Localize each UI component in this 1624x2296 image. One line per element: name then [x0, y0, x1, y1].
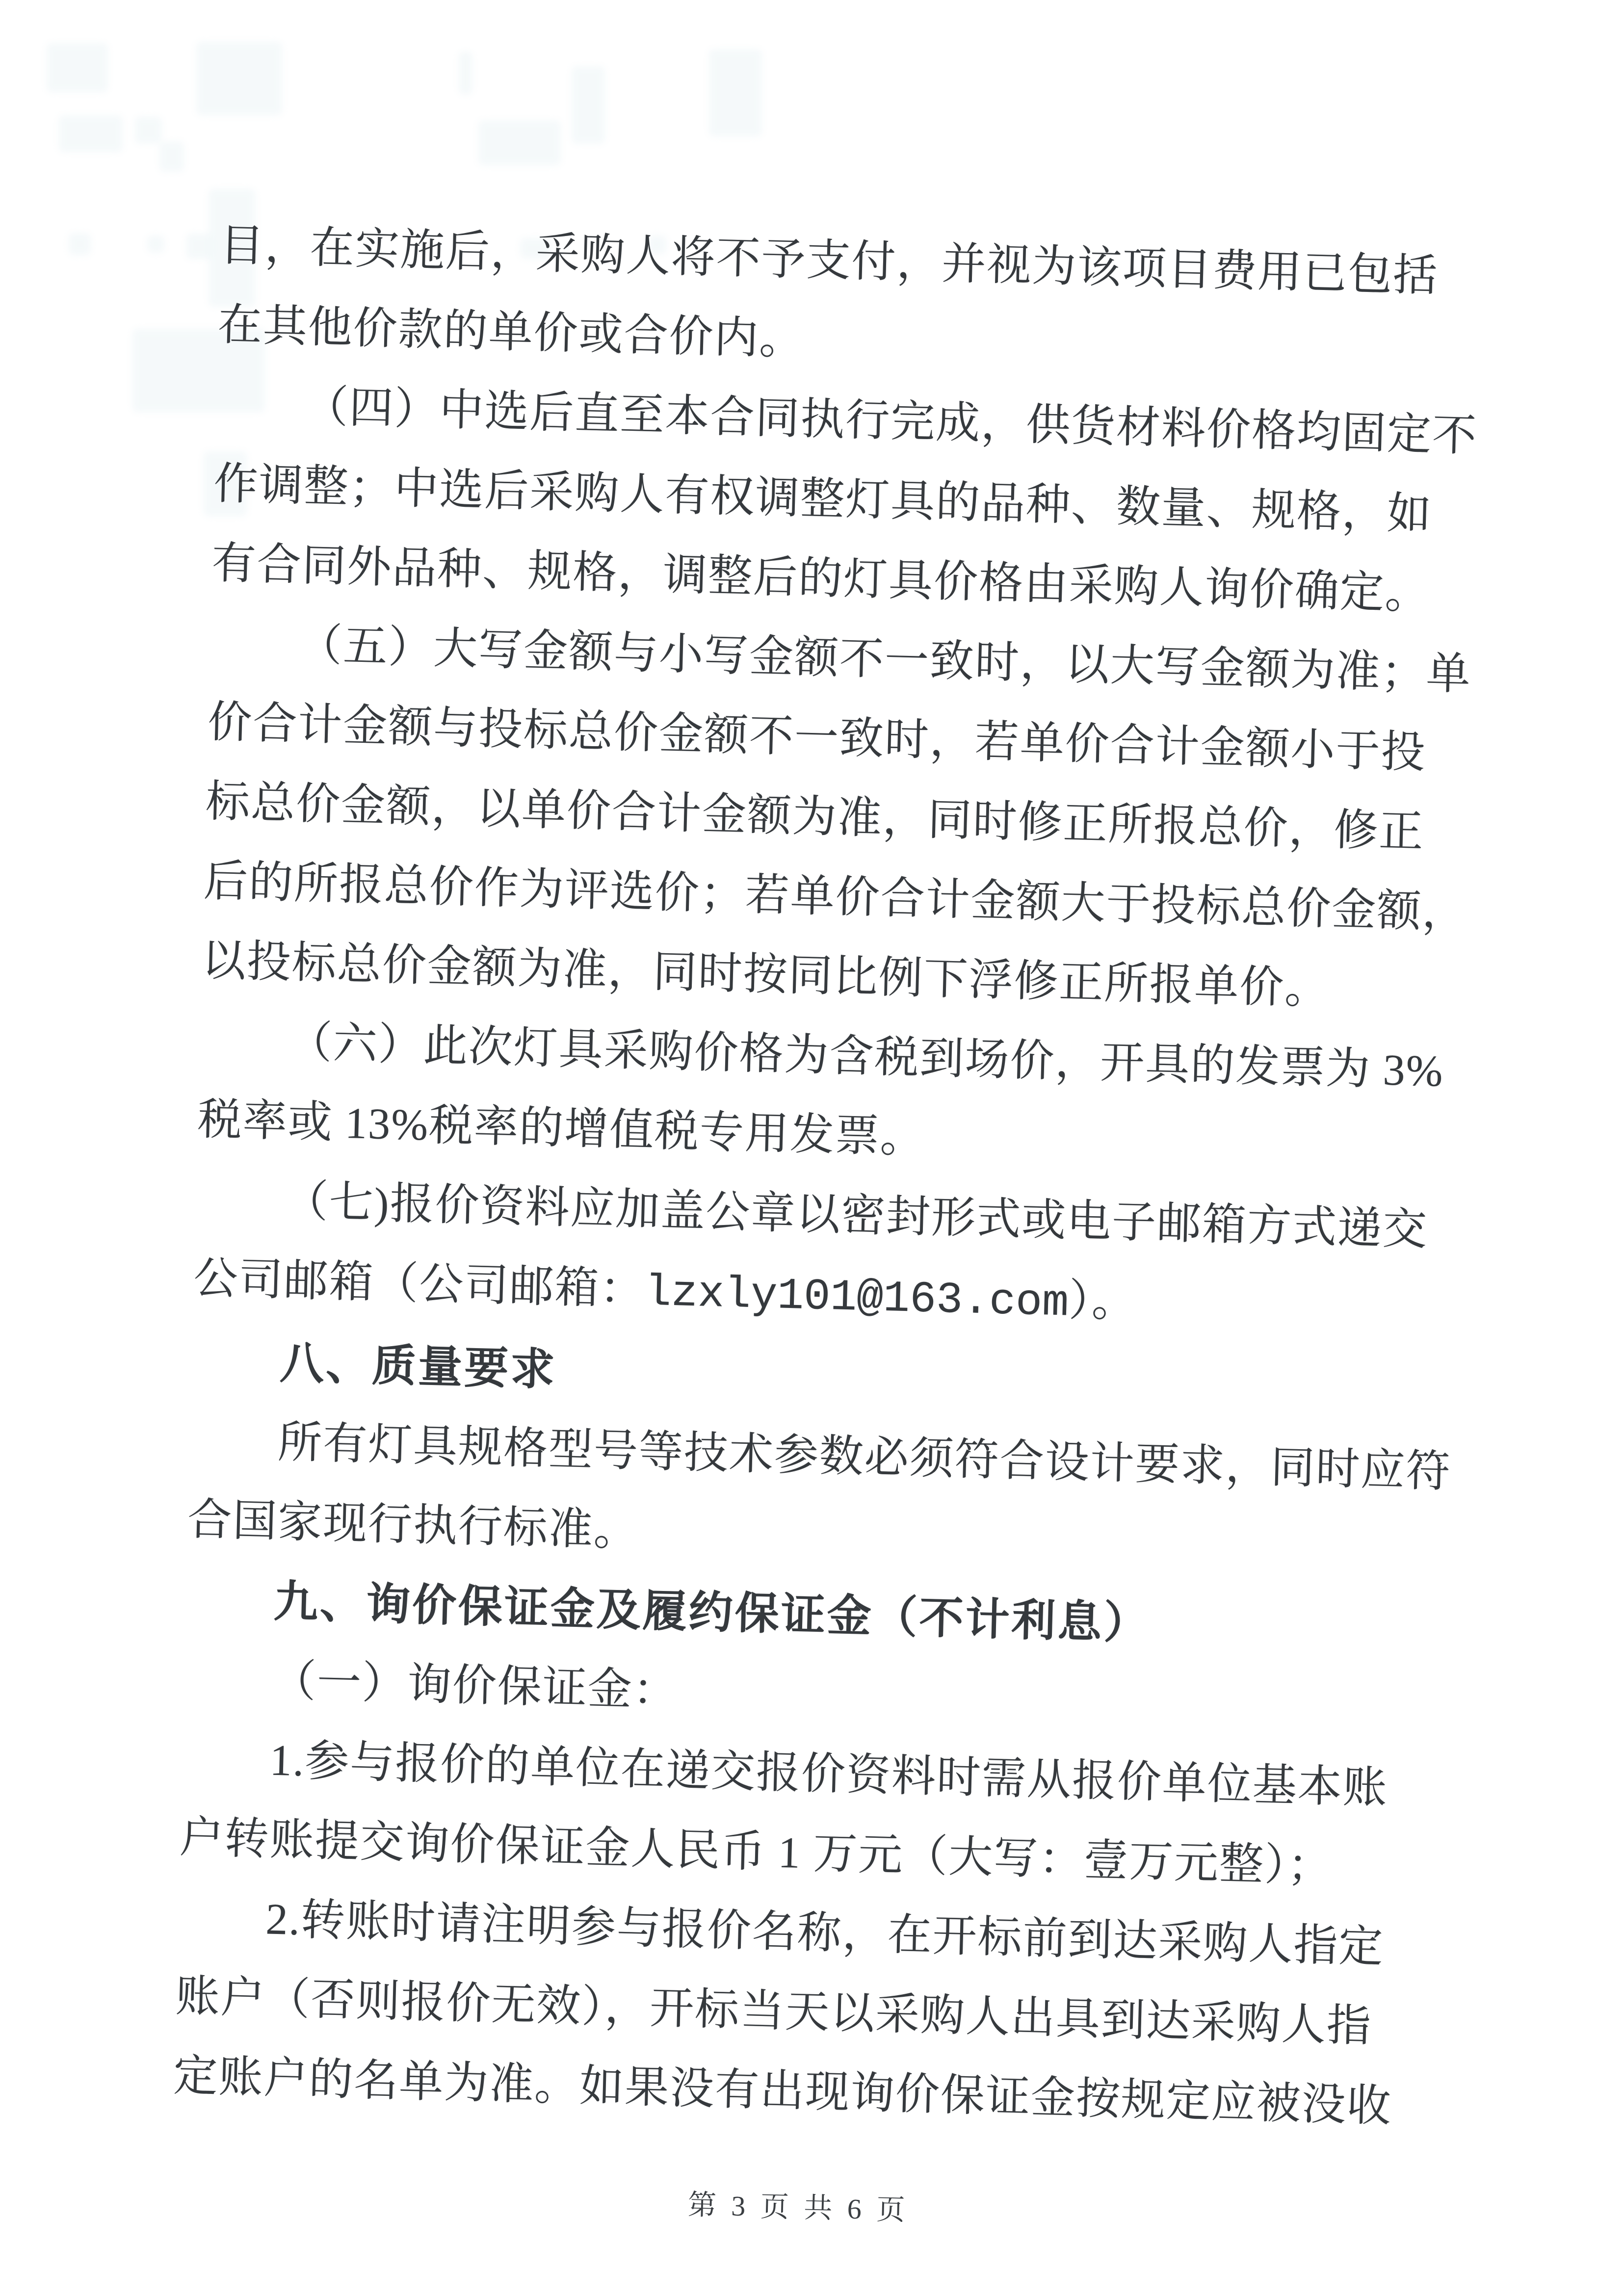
document-line: 标总价金额，以单价合计金额为准，同时修正所报总价，修正	[205, 777, 1425, 857]
document-line: 作调整；中选后采购人有权调整灯具的品种、数量、规格，如	[213, 459, 1433, 539]
scan-artifact	[478, 120, 561, 165]
email-line-suffix: ）。	[1068, 1276, 1138, 1327]
section-heading-quality: 八、质量要求	[279, 1338, 557, 1395]
scan-artifact	[47, 43, 108, 92]
document-line: （六）此次灯具采购价格为含税到场价，开具的发票为 3%	[287, 1018, 1444, 1096]
document-line: 价合计金额与投标总价金额不一致时，若单价合计金额小于投	[207, 698, 1427, 778]
document-line: 目，在实施后，采购人将不予支付，并视为该项目费用已包括	[219, 221, 1439, 301]
document-line: （一）询价保证金：	[271, 1656, 679, 1716]
scan-artifact	[459, 52, 472, 95]
document-line: 后的所报总价作为评选价；若单价合计金额大于投标总价金额，	[203, 857, 1468, 938]
document-line: 合国家现行执行标准。	[186, 1495, 640, 1556]
scan-artifact	[196, 42, 282, 115]
document-line: 在其他价款的单价或合价内。	[217, 300, 805, 365]
document-line: 所有灯具规格型号等技术参数必须符合设计要求，同时应符	[277, 1418, 1452, 1497]
email-line-prefix: 公司邮箱（公司邮箱：	[193, 1254, 646, 1314]
document-line: 税率或 13%税率的增值税专用发票。	[197, 1095, 926, 1162]
company-email-address: lzxly101@163.com	[644, 1268, 1070, 1329]
document-line: 2.转账时请注明参与报价名称，在开标前到达采购人指定	[265, 1895, 1385, 1972]
document-line: （五）大写金额与小写金额不一致时，以大写金额为准；单	[297, 621, 1472, 699]
page-number: 第 3 页 共 6 页	[687, 2189, 910, 2226]
section-heading-deposit: 九、询价保证金及履约保证金（不计利息）	[273, 1577, 1151, 1648]
scan-artifact	[135, 117, 162, 144]
document-line: （七)报价资料应加盖公章以密封形式或电子邮箱方式递交	[283, 1176, 1429, 1254]
scan-artifact	[147, 235, 164, 253]
document-line: 有合同外品种、规格，调整后的灯具价格由采购人询价确定。	[211, 539, 1431, 619]
scan-artifact	[69, 233, 91, 255]
document-line: 以投标总价金额为准，同时按同比例下浮修正所报单价。	[201, 936, 1331, 1014]
scan-artifact	[572, 66, 605, 144]
document-line: （四）中选后直至本合同执行完成，供货材料价格均固定不	[303, 382, 1478, 461]
scan-artifact	[159, 141, 184, 172]
document-line: 账户（否则报价无效），开标当天以采购人出具到达采购人指	[175, 1972, 1373, 2051]
document-line: 定账户的名单为准。如果没有出现询价保证金按规定应被没收	[173, 2051, 1392, 2131]
document-body	[170, 206, 1477, 2243]
document-line: 户转账提交询价保证金人民币 1 万元（大写：壹万元整）；	[179, 1813, 1334, 1891]
document-line: 1.参与报价的单位在递交报价资料时需从报价单位基本账	[269, 1736, 1388, 1813]
scan-artifact	[59, 115, 123, 152]
scan-artifact	[709, 49, 762, 136]
